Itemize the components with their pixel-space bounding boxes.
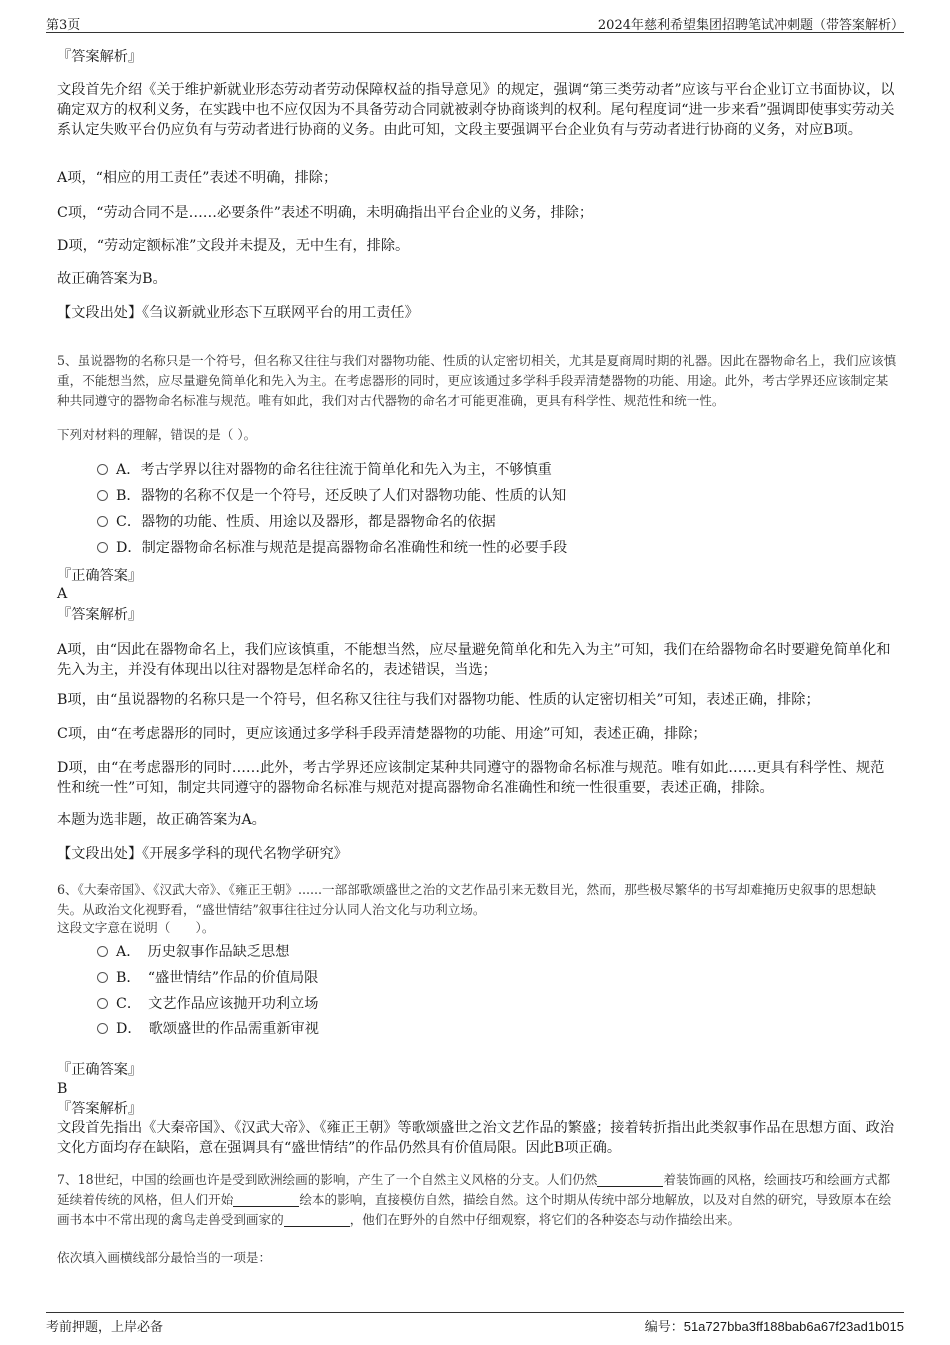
q5-stem: 5、虽说器物的名称只是一个符号，但名称又往往与我们对器物功能、性质的认定密切相关，尤其是夏商周时期的礼器。因此在器物命名上，我们应该慎重，不能想当然，应尽量避免简单化和先入为主。在考虑器形的同时，更应该通过多学科手段弄清楚器物的功能、用途。此外，考古学界还应该制定某种共同遵守的器物命名标准与规范。唯有如此，我们对古代器物的命名才可能更准确，更具有科学性、规范性和统一性。 <box>57 353 897 408</box>
q5-option-b-analysis: B项，由“虽说器物的名称只是一个符号，但名称又往往与我们对器物功能、性质的认定密切相关”可知，表述正确，排除； <box>57 692 820 708</box>
q5-option-d[interactable]: D．制定器物命名标准与规范是提高器物命名准确性和统一性的必要手段 <box>97 538 567 558</box>
q6-question: 这段文字意在说明（ ）。 <box>57 920 215 935</box>
radio-icon <box>97 464 108 475</box>
q4-analysis-label: 『答案解析』 <box>57 49 143 65</box>
q4-option-c-analysis: C项，“劳动合同不是……必要条件”表述不明确，未明确指出平台企业的义务，排除； <box>57 205 594 221</box>
fill-blank-2[interactable] <box>233 1192 299 1207</box>
q5-option-c-analysis: C项，由“在考虑器形的同时，更应该通过多学科手段弄清楚器物的功能、用途”可知，表述正确，排除； <box>57 726 707 742</box>
page-number: 第3页 <box>46 18 81 33</box>
q6-answer: B <box>57 1081 68 1097</box>
document-id: 编号：51a727bba3ff188bab6a67f23ad1b015 <box>644 1319 904 1335</box>
q6-analysis: 文段首先指出《大秦帝国》、《汉武大帝》、《雍正王朝》等歌颂盛世之治文艺作品的繁盛；接着转折指出此类叙事作品在思想方面、政治文化方面均存在缺陷，意在强调具有“盛世情结”的作品仍然具有价值局限。因此B项正确。 <box>57 1120 895 1156</box>
document-title: 2024年慈利希望集团招聘笔试冲刺题（带答案解析） <box>597 18 904 33</box>
q4-option-d-analysis: D项，“劳动定额标准”文段并未提及，无中生有，排除。 <box>57 238 410 254</box>
q6-option-c[interactable]: C． 文艺作品应该抛开功利立场 <box>97 994 318 1014</box>
radio-icon <box>97 542 108 553</box>
q6-stem: 6、《大秦帝国》、《汉武大帝》、《雍正王朝》......一部部歌颂盛世之治的文艺作品引来无数目光，然而，那些极尽繁华的书写却难掩历史叙事的思想缺失。从政治文化视野看，“盛世情结”叙事往往过分认同人治文化与功利立场。 <box>57 882 877 917</box>
q5-question: 下列对材料的理解，错误的是（ ）。 <box>57 427 257 442</box>
radio-icon <box>97 972 108 983</box>
q4-source: 【文段出处】《刍议新就业形态下互联网平台的用工责任》 <box>57 305 419 321</box>
fill-blank-3[interactable] <box>284 1212 350 1227</box>
q5-option-d-analysis: D项，由“在考虑器形的同时……此外，考古学界还应该制定某种共同遵守的器物命名标准与规范。唯有如此……更具有科学性、规范性和统一性”可知，制定共同遵守的器物命名标准与规范对提高器物命名准确性和统一性很重要，表述正确，排除。 <box>57 760 885 796</box>
footer-slogan: 考前押题，上岸必备 <box>46 1320 164 1335</box>
q4-conclusion: 故正确答案为B。 <box>57 271 167 287</box>
q5-source: 【文段出处】《开展多学科的现代名物学研究》 <box>57 846 348 862</box>
radio-icon <box>97 490 108 501</box>
radio-icon <box>97 946 108 957</box>
q4-analysis-paragraph: 文段首先介绍《关于维护新就业形态劳动者劳动保障权益的指导意见》的规定，强调“第三类劳动者”应该与平台企业订立书面协议，以确定双方的权利义务，在实践中也不应仅因为不具备劳动合同就被剥夺协商谈判的权利。尾句程度词“进一步来看”强调即使事实劳动关系认定失败平台仍应负有与劳动者进行协商的义务。由此可知，文段主要强调平台企业负有与劳动者进行协商的义务，对应B项。 <box>57 82 895 138</box>
q5-option-b[interactable]: B．器物的名称不仅是一个符号，还反映了人们对器物功能、性质的认知 <box>97 486 566 506</box>
q5-conclusion: 本题为选非题，故正确答案为A。 <box>57 812 266 828</box>
fill-blank-1[interactable] <box>597 1172 663 1187</box>
q6-option-a[interactable]: A． 历史叙事作品缺乏思想 <box>97 942 289 962</box>
q6-option-d[interactable]: D． 歌颂盛世的作品需重新审视 <box>97 1019 319 1039</box>
q5-option-a[interactable]: A．考古学界以往对器物的命名往往流于简单化和先入为主，不够慎重 <box>97 460 552 480</box>
radio-icon <box>97 1023 108 1034</box>
q7-stem: 7、18世纪，中国的绘画也许是受到欧洲绘画的影响，产生了一个自然主义风格的分支。人们仍然 着装饰画的风格，绘画技巧和绘画方式都延续着传统的风格，但人们开始 绘本的影响，直接模仿自然，描绘自然。这个时期从传统中部分地解放，以及对自然的研究，导致原本在绘画书本中不常出现的禽鸟走兽受到画家的 ，他们在野外的自然中仔细观察，将它们的各种姿态与动作描绘出来。 <box>57 1172 892 1227</box>
q4-option-a-analysis: A项，“相应的用工责任”表述不明确，排除； <box>57 170 338 186</box>
q6-answer-label: 『正确答案』 <box>57 1062 143 1078</box>
q5-option-a-analysis: A项，由“因此在器物命名上，我们应该慎重，不能想当然，应尽量避免简单化和先入为主”可知，我们在给器物命名时要避免简单化和先入为主，并没有体现出以往对器物是怎样命名的，表述错误，当选； <box>57 642 891 678</box>
radio-icon <box>97 998 108 1009</box>
q5-answer-label: 『正确答案』 <box>57 568 143 584</box>
q5-analysis-label: 『答案解析』 <box>57 607 143 623</box>
q5-answer: A <box>57 586 68 602</box>
q6-analysis-label: 『答案解析』 <box>57 1101 143 1117</box>
q7-question: 依次填入画横线部分最恰当的一项是： <box>57 1250 272 1265</box>
page-footer <box>46 1312 904 1334</box>
radio-icon <box>97 516 108 527</box>
q5-option-c[interactable]: C．器物的功能、性质、用途以及器形，都是器物命名的依据 <box>97 512 496 532</box>
page-header <box>46 14 904 33</box>
q6-option-b[interactable]: B． “盛世情结”作品的价值局限 <box>97 968 318 988</box>
